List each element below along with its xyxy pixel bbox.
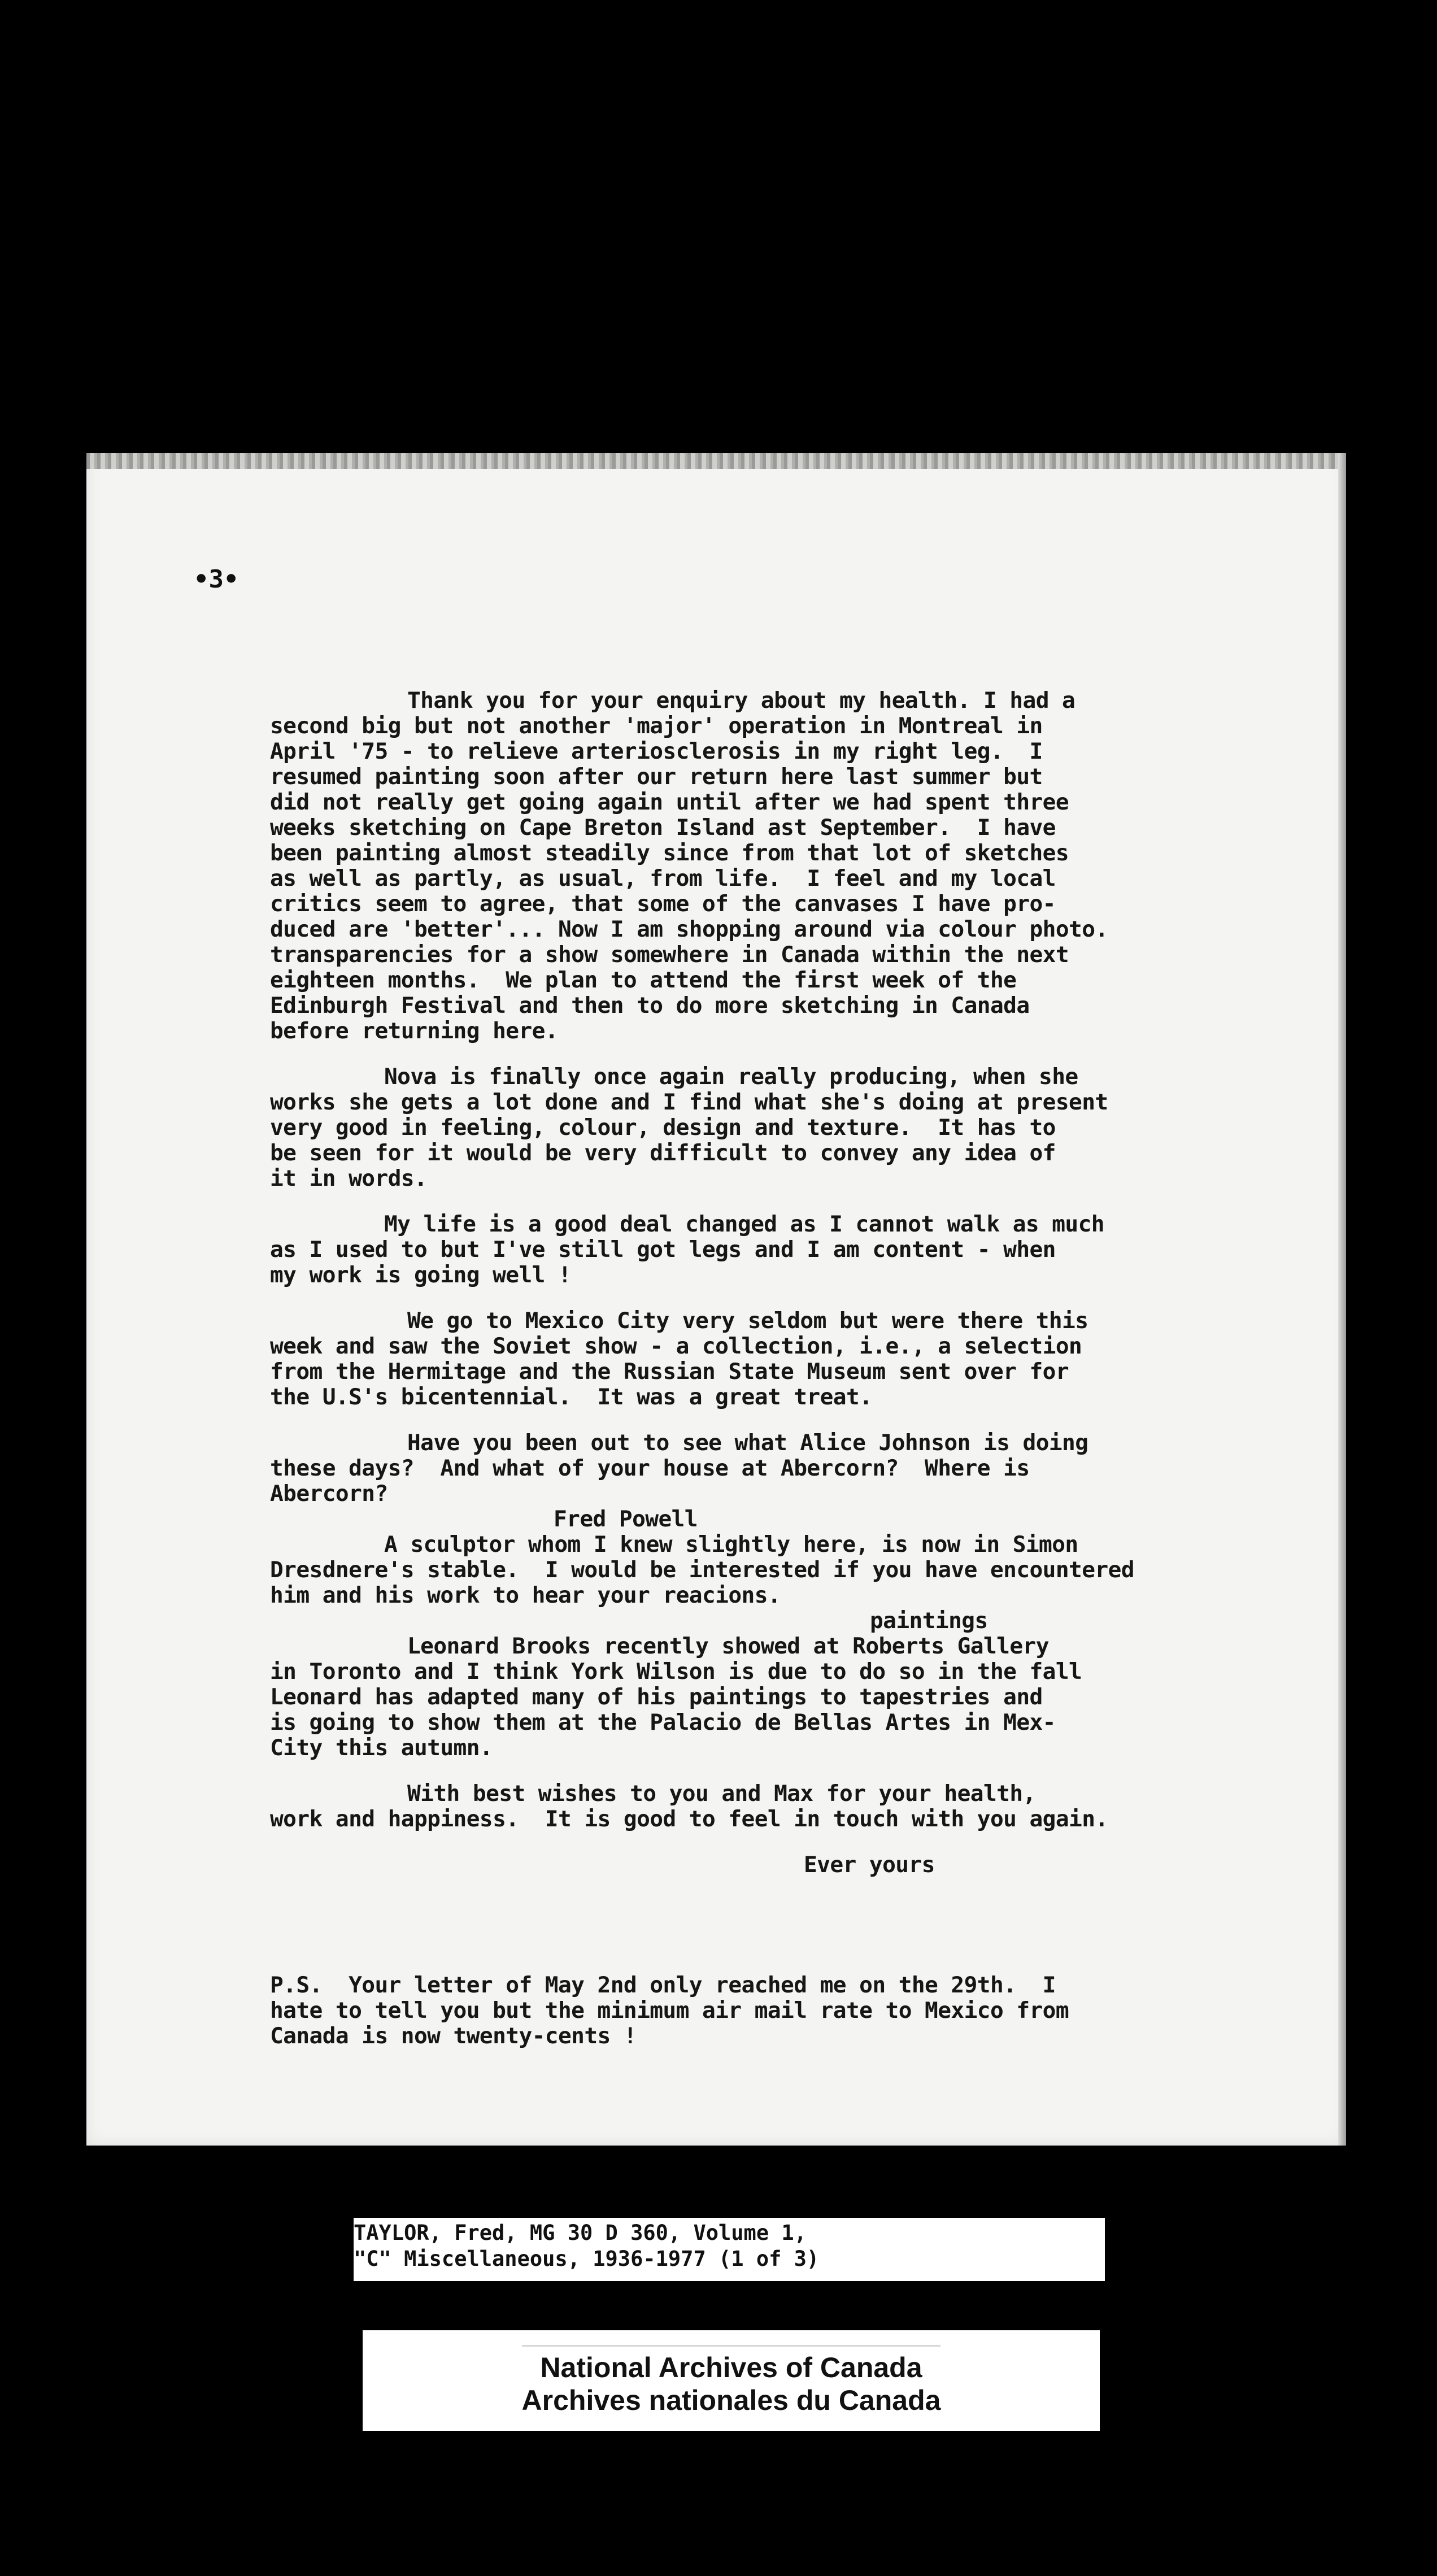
letter-line: these days? And what of your house at Abercorn? Where is	[270, 1455, 1030, 1481]
letter-line: before returning here.	[270, 1018, 558, 1044]
letter-line: April '75 - to relieve arteriosclerosis in my right leg. I	[270, 738, 1043, 764]
handwritten-insert: paintings	[870, 1608, 988, 1634]
letter-line: critics seem to agree, that some of the canvases I have pro-	[270, 891, 1056, 917]
paragraph-gap	[270, 1191, 1281, 1212]
paragraph-gap	[270, 1288, 1281, 1308]
reference-label	[354, 2218, 1105, 2281]
letter-line: Dresdnere's stable. I would be interested if you have encountered	[270, 1557, 1134, 1583]
letter-line: City this autumn.	[270, 1735, 493, 1761]
letter-line: With best wishes to you and Max for your health,	[407, 1781, 1036, 1807]
letter-line: it in words.	[270, 1165, 428, 1191]
letter-line: transparencies for a show somewhere in Canada within the next	[270, 942, 1069, 968]
letter-line: been painting almost steadily since from that lot of sketches	[270, 840, 1069, 866]
paragraph-gap	[270, 1832, 1281, 1852]
paper-top-edge	[86, 453, 1346, 469]
letter-line: did not really get going again until after we had spent three	[270, 789, 1069, 815]
paper-right-edge	[1338, 453, 1346, 2146]
letter-line: very good in feeling, colour, design and texture. It has to	[270, 1115, 1056, 1141]
letter-line: Abercorn?	[270, 1481, 388, 1507]
letter-line: We go to Mexico City very seldom but were there this	[407, 1308, 1088, 1334]
letter-line: in Toronto and I think York Wilson is due to do so in the fall	[270, 1659, 1082, 1685]
letter-line: works she gets a lot done and I find what she's doing at present	[270, 1089, 1108, 1115]
letter-line: is going to show them at the Palacio de Bellas Artes in Mex-	[270, 1709, 1056, 1735]
reference-line-1: TAYLOR, Fred, MG 30 D 360, Volume 1,	[354, 2221, 807, 2245]
reference-line-2: "C" Miscellaneous, 1936-1977 (1 of 3)	[354, 2247, 820, 2271]
handwritten-insert: Fred Powell	[554, 1506, 698, 1532]
postscript-line: Canada is now twenty-cents !	[270, 2023, 637, 2049]
letter-line: my work is going well !	[270, 1262, 572, 1288]
letter-line: Nova is finally once again really producing, when she	[384, 1064, 1078, 1090]
letter-line: Thank you for your enquiry about my health. I had a	[407, 687, 1075, 713]
page-number: •3•	[194, 565, 239, 594]
letter-line: work and happiness. It is good to feel in touch with you again.	[270, 1806, 1108, 1832]
paragraph-gap	[270, 1044, 1281, 1064]
sign-off: Ever yours	[804, 1852, 935, 1878]
letter-line: Leonard Brooks recently showed at Roberts Gallery	[407, 1633, 1049, 1659]
letter-line: Have you been out to see what Alice Johnson is doing	[407, 1430, 1088, 1456]
letter-line: week and saw the Soviet show - a collection, i.e., a selection	[270, 1333, 1082, 1359]
archive-name-english: National Archives of Canada	[540, 2352, 922, 2383]
paragraph-gap	[270, 1761, 1281, 1781]
letter-line: resumed painting soon after our return here last summer but	[270, 764, 1043, 790]
paragraph-gap	[270, 1410, 1281, 1430]
letter-line: second big but not another 'major' operation in Montreal in	[270, 713, 1043, 739]
letter-line: the U.S's bicentennial. It was a great treat.	[270, 1384, 873, 1410]
archive-label	[363, 2330, 1100, 2431]
letter-line: weeks sketching on Cape Breton Island ast September. I have	[270, 815, 1056, 841]
archive-name-french: Archives nationales du Canada	[521, 2384, 941, 2416]
letter-body	[270, 688, 1281, 2049]
letter-line: duced are 'better'... Now I am shopping around via colour photo.	[270, 916, 1108, 942]
letter-line: him and his work to hear your reacions.	[270, 1582, 781, 1608]
letter-line: as well as partly, as usual, from life. I feel and my local	[270, 865, 1056, 891]
postscript	[270, 1973, 1281, 2049]
letter-line: Edinburgh Festival and then to do more sketching in Canada	[270, 993, 1030, 1019]
letter-line: Leonard has adapted many of his paintings to tapestries and	[270, 1684, 1043, 1710]
letter-line: My life is a good deal changed as I cannot walk as much	[384, 1211, 1104, 1237]
postscript-line: P.S. Your letter of May 2nd only reached me on the 29th. I	[270, 1972, 1056, 1998]
letter-line: be seen for it would be very difficult to convey any idea of	[270, 1140, 1056, 1166]
letter-line: from the Hermitage and the Russian State Museum sent over for	[270, 1359, 1069, 1385]
letter-line: eighteen months. We plan to attend the first week of the	[270, 967, 1017, 993]
postscript-line: hate to tell you but the minimum air mail rate to Mexico from	[270, 1998, 1069, 2024]
archive-label-text	[522, 2345, 941, 2417]
letter-line: A sculptor whom I knew slightly here, is now in Simon	[384, 1531, 1078, 1557]
letter-line: as I used to but I've still got legs and I am content - when	[270, 1237, 1056, 1263]
